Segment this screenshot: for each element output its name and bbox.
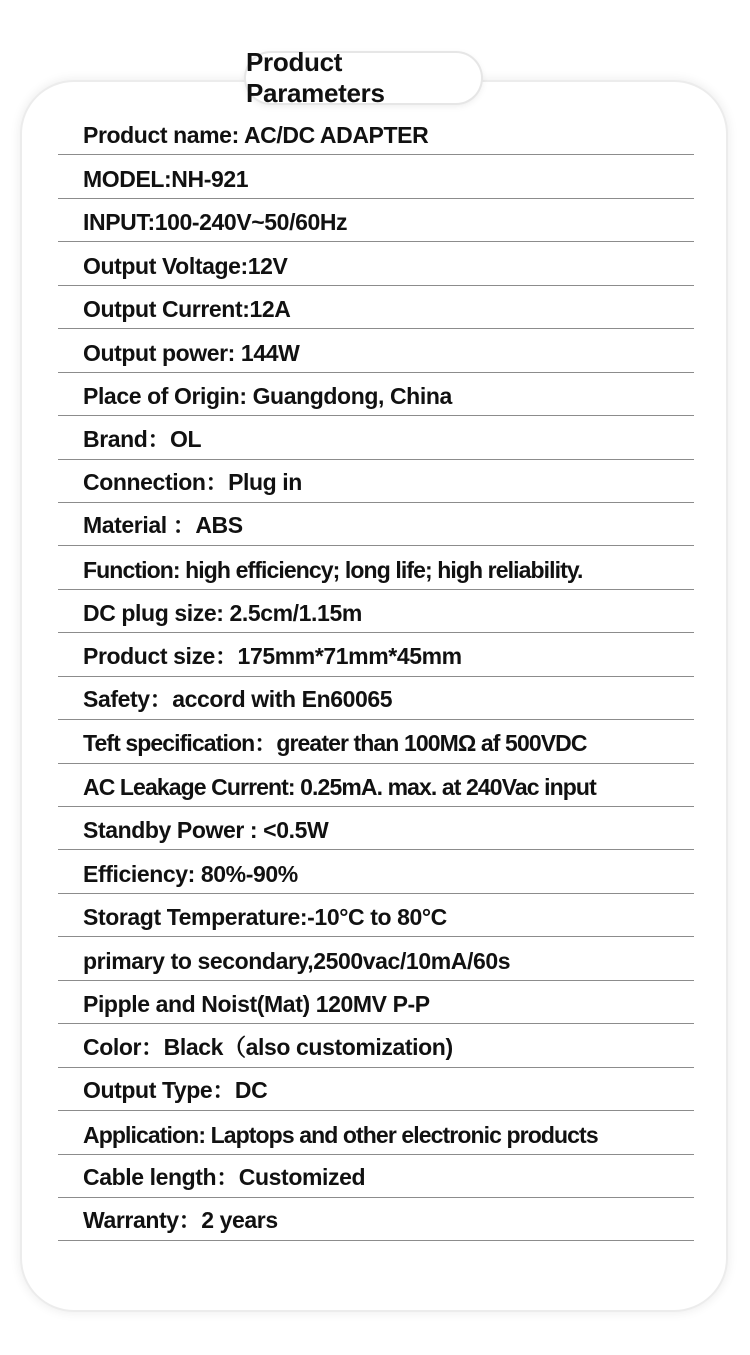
param-output-power: Output power: 144W — [58, 329, 694, 372]
param-ripple-and-noise: Pipple and Noist(Mat) 120MV P-P — [58, 981, 694, 1024]
param-product-size: Product size：175mm*71mm*45mm — [58, 633, 694, 676]
param-standby-power: Standby Power : <0.5W — [58, 807, 694, 850]
param-dc-plug-size: DC plug size: 2.5cm/1.15m — [58, 590, 694, 633]
param-input: INPUT:100-240V~50/60Hz — [58, 199, 694, 242]
param-material: Material ：ABS — [58, 503, 694, 546]
param-model: MODEL:NH-921 — [58, 155, 694, 198]
param-output-voltage: Output Voltage:12V — [58, 242, 694, 285]
param-efficiency: Efficiency: 80%-90% — [58, 850, 694, 893]
param-connection: Connection：Plug in — [58, 460, 694, 503]
param-ac-leakage-current: AC Leakage Current: 0.25mA. max. at 240Vac input — [58, 764, 694, 807]
param-safety: Safety：accord with En60065 — [58, 677, 694, 720]
param-storage-temperature: Storagt Temperature:-10°C to 80°C — [58, 894, 694, 937]
param-product-name: Product name: AC/DC ADAPTER — [58, 112, 694, 155]
param-brand: Brand：OL — [58, 416, 694, 459]
param-warranty: Warranty：2 years — [58, 1198, 694, 1241]
param-place-of-origin: Place of Origin: Guangdong, China — [58, 373, 694, 416]
param-output-type: Output Type：DC — [58, 1068, 694, 1111]
param-primary-to-secondary: primary to secondary,2500vac/10mA/60s — [58, 937, 694, 980]
param-application: Application: Laptops and other electronic products — [58, 1111, 694, 1154]
param-color: Color：Black（also customization) — [58, 1024, 694, 1067]
parameters-list — [58, 112, 694, 1241]
param-cable-length: Cable length：Customized — [58, 1155, 694, 1198]
param-function: Function: high efficiency; long life; high reliability. — [58, 546, 694, 589]
param-output-current: Output Current:12A — [58, 286, 694, 329]
param-teft-specification: Teft specification：greater than 100MΩ af 500VDC — [58, 720, 694, 763]
page-title: Product Parameters — [246, 53, 481, 103]
